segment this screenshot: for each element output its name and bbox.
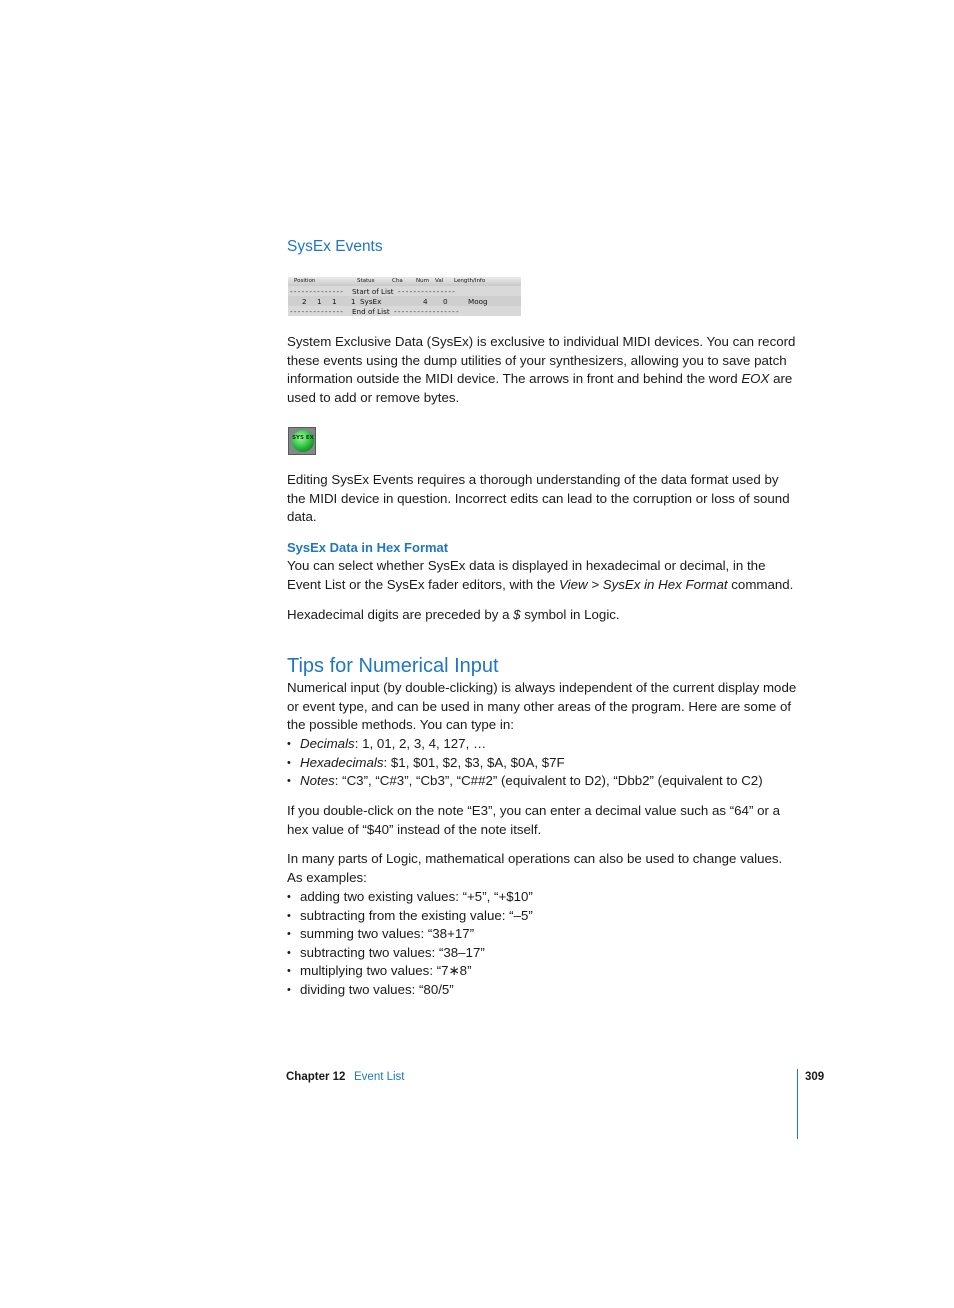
end-of-list-label: End of List — [352, 307, 390, 316]
para1-text-a: System Exclusive Data (SysEx) is exclusive to individual MIDI devices. You can record these events using the dump utilities of your synthesizers, allowing you to save patch information outside the MIDI device. The arrows in front and behind the word — [287, 334, 796, 387]
para1-eox: EOX — [741, 371, 770, 387]
hex-format-paragraph — [287, 557, 797, 594]
column-val: Val — [435, 278, 444, 284]
event-pos-beat: 1 — [317, 297, 322, 306]
bullet-hex-label: Hexadecimals — [300, 754, 384, 770]
footer-divider — [797, 1069, 798, 1139]
section-heading-sysex-events: SysEx Events — [287, 238, 383, 255]
para4-dollar: $ — [513, 607, 521, 622]
list-item — [287, 754, 807, 773]
event-status: SysEx — [360, 297, 382, 306]
list-item: • subtracting two values: “38–17” — [287, 944, 807, 963]
list-item: • summing two values: “38+17” — [287, 925, 807, 944]
start-of-list-label: Start of List — [352, 287, 394, 296]
para4-text-a: Hexadecimal digits are preceded by a — [287, 607, 514, 622]
note-input-paragraph: If you double-click on the note “E3”, you can enter a decimal value such as “64” or a hex value of “$40” instead of the note itself. — [287, 803, 780, 837]
end-of-list-row: - - - - - - - - - - - - - - End of List - - - - - - - - - - - - - - - - - — [290, 307, 459, 316]
page-number: 309 — [805, 1071, 825, 1083]
bullet-notes-text: : “C3”, “C#3”, “Cb3”, “C##2” (equivalent to D2), “Dbb2” (equivalent to C2) — [334, 773, 763, 789]
column-length-info: Length/Info — [454, 278, 486, 284]
tips-intro-paragraph: Numerical input (by double-clicking) is always independent of the current display mode or event type, and can be used in many other areas of the program. Here are some of the possible methods. You can type in: — [287, 680, 797, 733]
list-item: • multiplying two values: “7∗8” — [287, 962, 807, 981]
para1-text-b: are used to add or remove bytes. — [287, 371, 793, 405]
bullet-decimals-text: : 1, 01, 2, 3, 4, 127, … — [354, 736, 487, 751]
subheading-hex-format: SysEx Data in Hex Format — [287, 540, 449, 555]
math-operations-list — [287, 888, 807, 1000]
start-of-list-row: - - - - - - - - - - - - - - Start of List - - - - - - - - - - - - - - - — [290, 287, 455, 296]
list-item — [287, 772, 807, 791]
column-status: Status — [357, 278, 375, 284]
sysex-icon — [288, 427, 316, 455]
para3-command: View > SysEx in Hex Format — [558, 576, 728, 592]
event-pos-bar: 2 — [302, 297, 307, 306]
column-position: Position — [294, 278, 316, 284]
sysex-icon-label: SYS EX — [292, 435, 314, 441]
list-item: • adding two existing values: “+5”, “+$10” — [287, 888, 807, 907]
list-item — [287, 735, 807, 754]
hex-digits-paragraph — [287, 606, 797, 625]
input-methods-list — [287, 735, 807, 791]
sysex-icon-ball — [292, 430, 314, 452]
bullet-hex-text: : $1, $01, $2, $3, $A, $0A, $7F — [383, 754, 565, 770]
event-list-screenshot — [288, 277, 521, 316]
column-cha: Cha — [392, 278, 403, 284]
event-num: 4 — [423, 297, 428, 306]
para3-text-a: You can select whether SysEx data is displayed in hexadecimal or decimal, in the Event List or the SysEx fader editors, with the — [287, 558, 766, 592]
editing-warning-paragraph: Editing SysEx Events requires a thorough understanding of the data format used by the MIDI device in question. Incorrect edits can lead to the corruption or loss of sound data. — [287, 472, 790, 525]
column-num: Num — [416, 278, 429, 284]
footer-chapter: Chapter 12 — [286, 1071, 346, 1083]
event-val: 0 — [443, 297, 448, 306]
event-info: Moog — [468, 297, 488, 306]
para4-text-b: symbol in Logic. — [520, 607, 620, 622]
para3-text-b: command. — [727, 576, 794, 592]
event-list-header — [288, 277, 521, 286]
footer-chapter-title: Event List — [354, 1071, 405, 1083]
section-heading-tips: Tips for Numerical Input — [287, 655, 499, 677]
bullet-notes-label: Notes — [300, 773, 335, 789]
event-pos-div: 1 — [332, 297, 337, 306]
list-item: • subtracting from the existing value: “–5” — [287, 907, 807, 926]
sysex-description-paragraph — [287, 333, 797, 407]
math-operations-paragraph: In many parts of Logic, mathematical operations can also be used to change values. As examples: — [287, 851, 783, 885]
list-item: • dividing two values: “80/5” — [287, 981, 807, 1000]
sysex-event-row[interactable] — [288, 296, 521, 306]
bullet-decimals-label: Decimals — [300, 736, 355, 751]
event-pos-tick: 1 — [351, 297, 356, 306]
